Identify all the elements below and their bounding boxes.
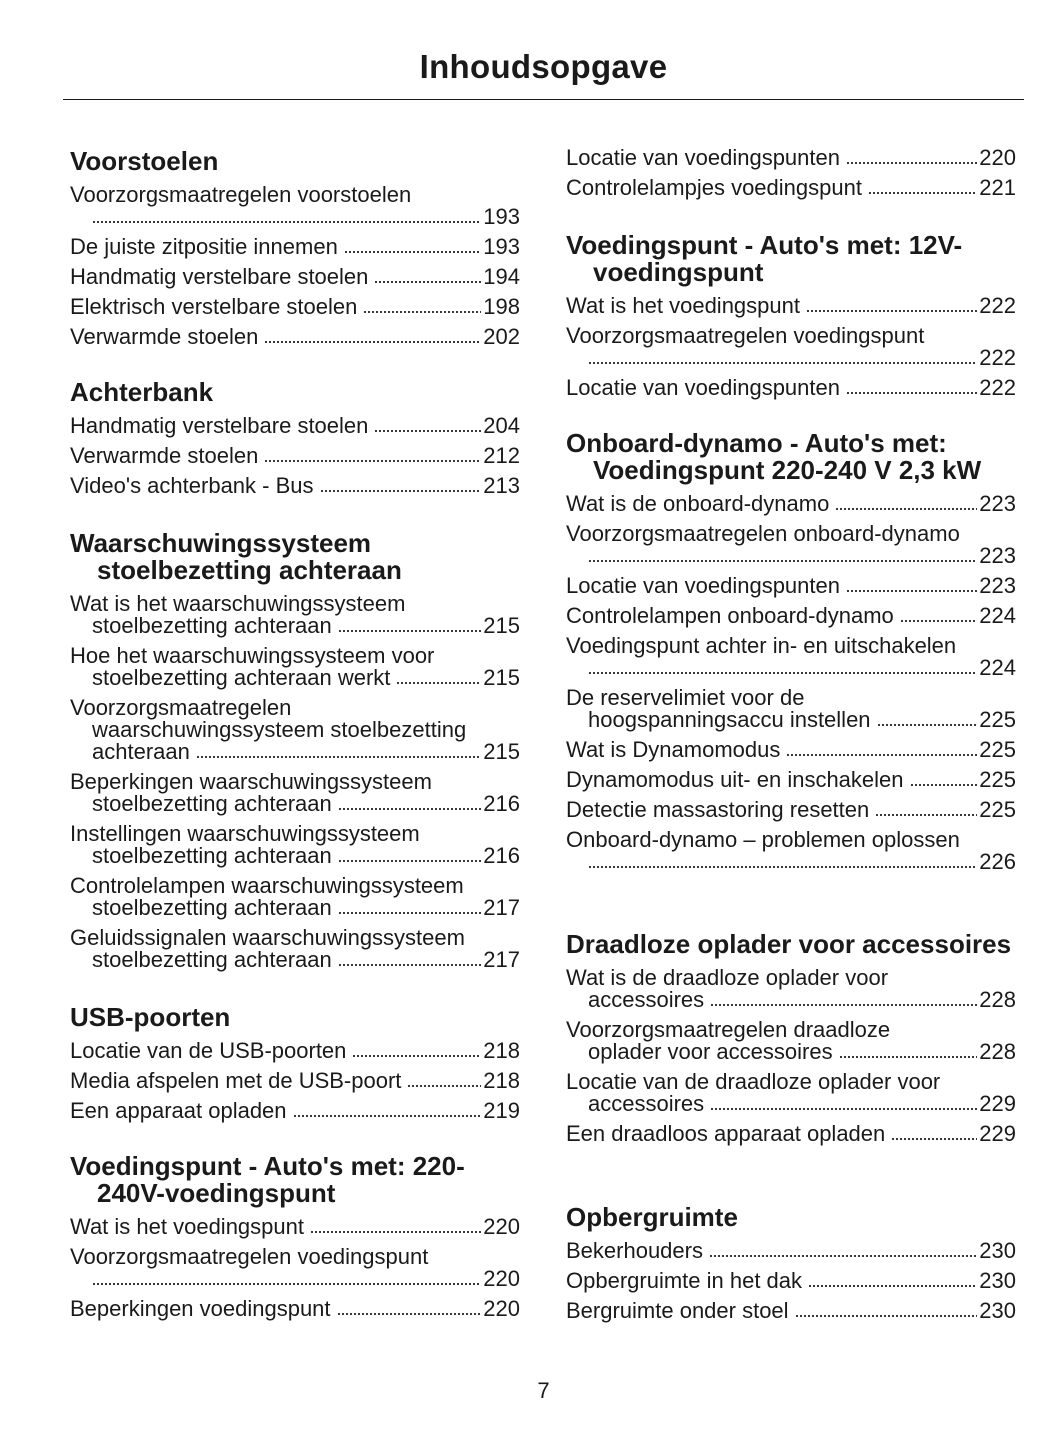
dot-leader [710,1001,977,1007]
entry-title: Detectie massastoring resetten [566,797,870,822]
toc-entry[interactable] [566,177,1016,199]
entry-page-number: 230 [979,1238,1016,1263]
dot-leader [839,1053,978,1059]
toc-entry[interactable] [70,475,520,497]
entry-page-number: 216 [483,791,520,816]
entry-page-number: 215 [483,739,520,764]
toc-section [70,530,520,979]
toc-entry[interactable] [70,1070,520,1092]
dot-leader [835,505,977,511]
entry-title-continued: hoogspanningsaccu instellen [588,707,871,732]
toc-entry[interactable] [70,296,520,318]
dot-leader [808,1282,977,1288]
dot-leader [92,1280,481,1286]
entry-title: Wat is de onboard-dynamo [566,491,830,516]
entry-page-number: 217 [483,947,520,972]
dot-leader [846,587,977,593]
entry-page-number: 224 [979,655,1016,680]
entry-title: Locatie van de USB-poorten [70,1038,347,1063]
toc-section [70,1153,520,1328]
entry-title: De reservelimiet voor de [566,685,805,710]
entry-page-number: 218 [483,1038,520,1063]
toc-entry[interactable] [566,493,1016,515]
dot-leader [320,487,482,493]
dot-leader [337,1310,482,1316]
entry-title: Geluidssignalen waarschuwingssysteem [70,925,465,950]
dot-leader [877,721,978,727]
entry-page-number: 220 [483,1266,520,1291]
toc-entry[interactable] [70,326,520,348]
page-number: 7 [537,1378,550,1403]
dot-leader [407,1082,481,1088]
dot-leader [806,307,977,313]
entry-page-number: 222 [979,375,1016,400]
dot-leader [588,557,977,563]
entry-page-number: 217 [483,895,520,920]
entry-page-number: 219 [483,1098,520,1123]
dot-leader [709,1252,977,1258]
dot-leader [891,1135,977,1141]
toc-entry[interactable] [566,739,1016,761]
entry-title: Media afspelen met de USB-poort [70,1068,402,1093]
entry-title: Beperkingen voedingspunt [70,1296,331,1321]
entry-title: Hoe het waarschuwingssysteem voor [70,643,435,668]
entry-page-number: 229 [979,1121,1016,1146]
section-heading: Onboard-dynamo - Auto's met: Voedingspunt 220-240 V 2,3 kW [566,428,982,485]
toc-entry[interactable] [566,1019,1016,1063]
dot-leader [795,1312,978,1318]
entry-title: Voorzorgsmaatregelen draadloze [566,1017,891,1042]
entry-page-number: 230 [979,1298,1016,1323]
dot-leader [352,1052,481,1058]
entry-title: Voorzorgsmaatregelen voedingspunt [566,323,925,348]
section-heading: Voedingspunt - Auto's met: 12V-voedingspunt [566,230,963,287]
entry-title: Onboard-dynamo – problemen oplossen [566,827,960,852]
toc-entry[interactable] [70,184,520,228]
dot-leader [868,189,977,195]
toc-section [566,931,1016,1153]
toc-entry[interactable] [566,1240,1016,1262]
dot-leader [374,427,481,433]
entry-title: Instellingen waarschuwingssysteem [70,821,420,846]
section-heading: Voorstoelen [70,146,219,176]
entry-title: Wat is het voedingspunt [70,1214,304,1239]
entry-title: Controlelampen waarschuwingssysteem [70,873,464,898]
entry-title: Locatie van de draadloze oplader voor [566,1069,941,1094]
entry-page-number: 204 [483,413,520,438]
toc-entry[interactable] [566,325,1016,369]
entry-title: Wat is Dynamomodus [566,737,781,762]
toc-entry[interactable] [566,575,1016,597]
entry-title-continued: stoelbezetting achteraan [92,947,332,972]
entry-page-number: 218 [483,1068,520,1093]
entry-page-number: 222 [979,293,1016,318]
entry-title: Elektrisch verstelbare stoelen [70,294,358,319]
entry-title-continued: stoelbezetting achteraan [92,843,332,868]
entry-page-number: 221 [979,175,1016,200]
toc-section [70,148,520,356]
dot-leader [900,617,978,623]
entry-page-number: 212 [483,443,520,468]
toc-entry[interactable] [566,1270,1016,1292]
dot-leader [588,359,977,365]
entry-title: Locatie van voedingspunten [566,145,840,170]
dot-leader [338,627,482,633]
entry-page-number: 216 [483,843,520,868]
entry-title: Wat is de draadloze oplader voor [566,965,889,990]
dot-leader [293,1112,482,1118]
toc-section [566,232,1016,407]
entry-title-continued: stoelbezetting achteraan [92,613,332,638]
entry-page-number: 228 [979,1039,1016,1064]
entry-page-number: 228 [979,987,1016,1012]
dot-leader [264,338,481,344]
entry-page-number: 193 [483,234,520,259]
toc-entry[interactable] [566,605,1016,627]
entry-title: Handmatig verstelbare stoelen [70,413,369,438]
entry-title: Verwarmde stoelen [70,324,259,349]
entry-title: Voorzorgsmaatregelen voedingspunt [70,1244,429,1269]
dot-leader [846,389,977,395]
toc-entry[interactable] [70,593,520,637]
toc-entry[interactable] [70,1298,520,1320]
entry-page-number: 198 [483,294,520,319]
toc-entry[interactable] [70,645,520,689]
entry-page-number: 226 [979,849,1016,874]
toc-entry[interactable] [566,967,1016,1011]
toc-entry[interactable] [70,445,520,467]
dot-leader [786,751,977,757]
toc-entry[interactable] [566,1071,1016,1115]
entry-title: Bekerhouders [566,1238,703,1263]
entry-title: Voedingspunt achter in- en uitschakelen [566,633,957,658]
dot-leader [338,805,482,811]
entry-title: Verwarmde stoelen [70,443,259,468]
entry-page-number: 224 [979,603,1016,628]
page-title: Inhoudsopgave [419,48,668,85]
toc-entry[interactable] [70,415,520,437]
dot-leader [588,669,977,675]
entry-title: Dynamomodus uit- en inschakelen [566,767,904,792]
entry-title: Video's achterbank - Bus [70,473,314,498]
toc-entry[interactable] [566,377,1016,399]
toc-entry[interactable] [566,829,1016,873]
toc-entry[interactable] [566,1300,1016,1322]
entry-page-number: 225 [979,797,1016,822]
entry-title: Bergruimte onder stoel [566,1298,789,1323]
toc-section [70,1004,520,1130]
entry-title: Beperkingen waarschuwingssysteem [70,769,432,794]
toc-section [566,430,1016,881]
entry-title: Voorzorgsmaatregelen waarschuwingssysteem stoelbezetting [70,695,467,742]
entry-page-number: 225 [979,707,1016,732]
entry-title: Wat is het waarschuwingssysteem [70,591,406,616]
entry-title: Wat is het voedingspunt [566,293,800,318]
entry-title-continued: accessoires [588,987,705,1012]
entry-title-continued: oplader voor accessoires [588,1039,833,1064]
dot-leader [363,308,481,314]
entry-title: Een apparaat opladen [70,1098,287,1123]
toc-entry[interactable] [566,1123,1016,1145]
entry-page-number: 215 [483,665,520,690]
entry-page-number: 223 [979,491,1016,516]
dot-leader [338,909,482,915]
toc-entry[interactable] [70,236,520,258]
entry-page-number: 193 [483,204,520,229]
entry-page-number: 222 [979,345,1016,370]
entry-title: Een draadloos apparaat opladen [566,1121,886,1146]
title-rule [63,99,1024,100]
toc-entry[interactable] [70,266,520,288]
entry-title: Opbergruimte in het dak [566,1268,803,1293]
section-heading: Waarschuwingssysteem stoelbezetting achteraan [70,528,402,585]
dot-leader [875,811,977,817]
toc-entry[interactable] [566,769,1016,791]
entry-page-number: 194 [483,264,520,289]
section-heading: USB-poorten [70,1002,231,1032]
entry-title-continued: accessoires [588,1091,705,1116]
entry-page-number: 225 [979,767,1016,792]
section-heading: Achterbank [70,377,214,407]
toc-entry[interactable] [70,823,520,867]
dot-leader [588,863,977,869]
entry-title: Handmatig verstelbare stoelen [70,264,369,289]
dot-leader [396,679,481,685]
entry-page-number: 215 [483,613,520,638]
entry-title: Voorzorgsmaatregelen onboard-dynamo [566,521,960,546]
entry-page-number: 213 [483,473,520,498]
dot-leader [710,1105,977,1111]
entry-page-number: 202 [483,324,520,349]
dot-leader [846,159,977,165]
entry-title: Controlelampjes voedingspunt [566,175,862,200]
entry-title: Locatie van voedingspunten [566,375,840,400]
toc-entry[interactable] [566,635,1016,679]
toc-entry[interactable] [70,697,520,763]
entry-page-number: 220 [979,145,1016,170]
entry-title: Controlelampen onboard-dynamo [566,603,894,628]
entry-title: De juiste zitpositie innemen [70,234,338,259]
entry-title: Voorzorgsmaatregelen voorstoelen [70,182,412,207]
entry-title: Locatie van voedingspunten [566,573,840,598]
entry-page-number: 230 [979,1268,1016,1293]
toc-entry[interactable] [566,799,1016,821]
toc-entry[interactable] [70,927,520,971]
dot-leader [264,457,481,463]
entry-page-number: 220 [483,1296,520,1321]
entry-page-number: 223 [979,543,1016,568]
dot-leader [310,1228,481,1234]
toc-section [566,147,1016,207]
dot-leader [196,753,481,759]
entry-page-number: 225 [979,737,1016,762]
dot-leader [338,857,482,863]
toc-entry[interactable] [566,147,1016,169]
dot-leader [344,248,481,254]
section-heading: Draadloze oplader voor accessoires [566,929,1012,959]
toc-entry[interactable] [70,771,520,815]
toc-entry[interactable] [70,1040,520,1062]
entry-title-continued: stoelbezetting achteraan [92,895,332,920]
dot-leader [910,781,978,787]
toc-entry[interactable] [70,1216,520,1238]
entry-title-continued: stoelbezetting achteraan [92,791,332,816]
toc-entry[interactable] [70,875,520,919]
entry-title-continued: stoelbezetting achteraan werkt [92,665,391,690]
toc-entry[interactable] [566,295,1016,317]
toc-entry[interactable] [70,1100,520,1122]
dot-leader [92,218,481,224]
toc-entry[interactable] [70,1246,520,1290]
section-heading: Opbergruimte [566,1202,738,1232]
toc-section [566,1204,1016,1330]
dot-leader [374,278,481,284]
toc-section [70,379,520,505]
entry-page-number: 223 [979,573,1016,598]
section-heading: Voedingspunt - Auto's met: 220-240V-voedingspunt [70,1151,465,1208]
entry-page-number: 220 [483,1214,520,1239]
toc-entry[interactable] [566,523,1016,567]
entry-title-continued: achteraan [92,739,190,764]
entry-page-number: 229 [979,1091,1016,1116]
toc-entry[interactable] [566,687,1016,731]
dot-leader [338,961,482,967]
